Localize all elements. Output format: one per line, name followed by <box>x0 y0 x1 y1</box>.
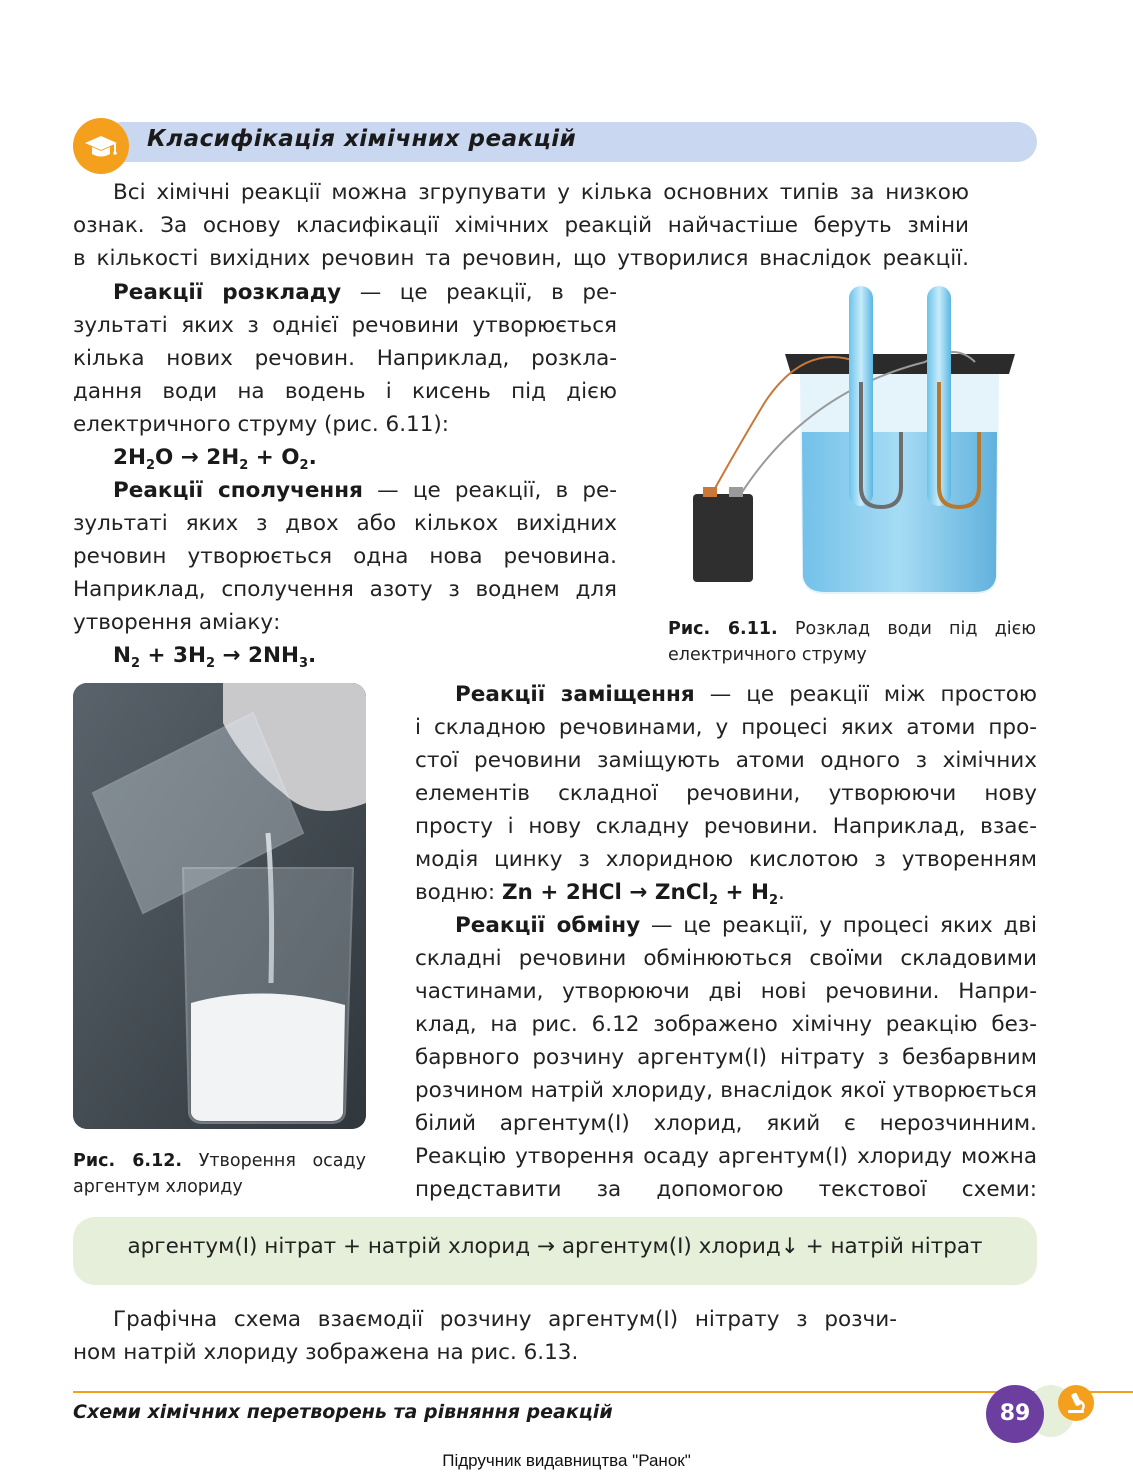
substitution-equation: водню: Zn + 2HCl → ZnCl$_2$ + $H_2$. <box>415 880 785 908</box>
decomposition-term: Реакції розкладу <box>113 280 342 305</box>
exchange-line: складні речовини обмінюються своїми складовими <box>415 946 1037 971</box>
substitution-term: Реакції заміщення <box>455 682 695 707</box>
intro-paragraph <box>73 176 969 275</box>
footer-chapter-title: Схеми хімічних перетворень та рівняння реакцій <box>73 1401 613 1423</box>
substitution-line: модія цинку з хлоридною кислотою з утворенням <box>415 847 1037 872</box>
combination-line: зультаті яких з двох або кількох вихідних <box>73 511 617 536</box>
figure-6-12-caption: Рис. 6.12. Утворення осаду аргентум хлориду <box>73 1151 366 1197</box>
combination-line: Реакції сполучення — це реакції, в ре- <box>113 478 617 503</box>
exchange-line: білий аргентум(І) хлорид, який є нерозчинним. <box>415 1111 1037 1136</box>
combination-paragraph <box>73 474 617 672</box>
substitution-line: Реакції заміщення — це реакції між простою <box>455 682 1037 707</box>
exchange-line: клад, на рис. 6.12 зображено хімічну реакцію без- <box>415 1012 1037 1037</box>
graduation-cap-icon <box>73 118 129 174</box>
combination-line: Наприклад, сполучення азоту з воднем для <box>73 577 617 602</box>
figure-6-12-image <box>73 683 366 1129</box>
decomposition-line: зультаті яких з однієї речовини утворюється <box>73 313 617 338</box>
section-header <box>73 118 1037 164</box>
decomposition-line: дання води на водень і кисень під дією <box>73 379 617 404</box>
decomposition-line: Реакції розкладу — це реакції, в ре- <box>113 280 617 305</box>
footer-divider <box>73 1391 1133 1393</box>
text-scheme: аргентум(І) нітрат + натрій хлорид → аргентум(І) хлорид↓ + натрій нітрат <box>127 1234 983 1259</box>
exchange-term: Реакції обміну <box>455 913 641 938</box>
figure-6-11-label: Рис. 6.11. <box>668 619 778 639</box>
combination-equation: $N_2 + 3H_2 \to 2NH_3$. <box>113 643 317 671</box>
decomposition-equation: $2H_2O \to 2H_2 + O_2$. <box>113 445 317 473</box>
text-scheme-box <box>73 1217 1037 1285</box>
graphic-line: ном натрій хлориду зображена на рис. 6.13. <box>73 1340 579 1365</box>
combination-line: речовин утворюється одна нова речовина. <box>73 544 617 569</box>
combination-line: утворення аміаку: <box>73 610 281 635</box>
intro-line: ознак. За основу класифікації хімічних реакцій найчастіше беруть зміни <box>73 213 969 238</box>
decomposition-line: електричного струму (рис. 6.11): <box>73 412 450 437</box>
exchange-line: Реакції обміну — це реакції, у процесі яких дві <box>455 913 1037 938</box>
exchange-line: барвного розчину аргентум(І) нітрату з безбарвним <box>415 1045 1037 1070</box>
exchange-line: частинами, утворюючи дві нові речовини. Напри- <box>415 979 1037 1004</box>
graphic-line: Графічна схема взаємодії розчину аргентум(І) нітрату з розчи- <box>113 1307 897 1332</box>
substitution-line: елементів складної речовини, утворюючи нову <box>415 781 1037 806</box>
graphic-scheme-paragraph <box>73 1303 897 1369</box>
decomposition-line: кілька нових речовин. Наприклад, розкла- <box>73 346 617 371</box>
publisher-note: Підручник видавництва "Ранок" <box>442 1451 691 1470</box>
exchange-line: Реакцію утворення осаду аргентум(І) хлориду можна <box>415 1144 1037 1169</box>
figure-6-11-image <box>675 282 1037 602</box>
exchange-paragraph <box>415 909 1037 1206</box>
decomposition-paragraph <box>73 276 617 474</box>
microscope-icon <box>1058 1385 1094 1421</box>
figure-6-11-caption: Рис. 6.11. Розклад води під дією електричного струму <box>668 619 1036 665</box>
substitution-paragraph <box>415 678 1037 909</box>
exchange-line: представити за допомогою текстової схеми: <box>415 1177 1037 1202</box>
substitution-line: просту і нову складну речовини. Наприклад, взає- <box>415 814 1037 839</box>
exchange-line: розчином натрій хлориду, внаслідок якої утворюється <box>415 1078 1037 1103</box>
combination-term: Реакції сполучення <box>113 478 363 503</box>
section-title: Класифікація хімічних реакцій <box>147 126 577 152</box>
intro-line: Всі хімічні реакції можна згрупувати у кілька основних типів за низкою <box>113 180 969 205</box>
figure-6-12-label: Рис. 6.12. <box>73 1151 183 1171</box>
page-number: 89 <box>986 1385 1044 1443</box>
substitution-line: і складною речовинами, у процесі яких атоми про- <box>415 715 1037 740</box>
substitution-line: стої речовини заміщують атоми одного з хімічних <box>415 748 1037 773</box>
intro-line: в кількості вихідних речовин та речовин, що утворилися внаслідок реакції. <box>73 246 969 271</box>
